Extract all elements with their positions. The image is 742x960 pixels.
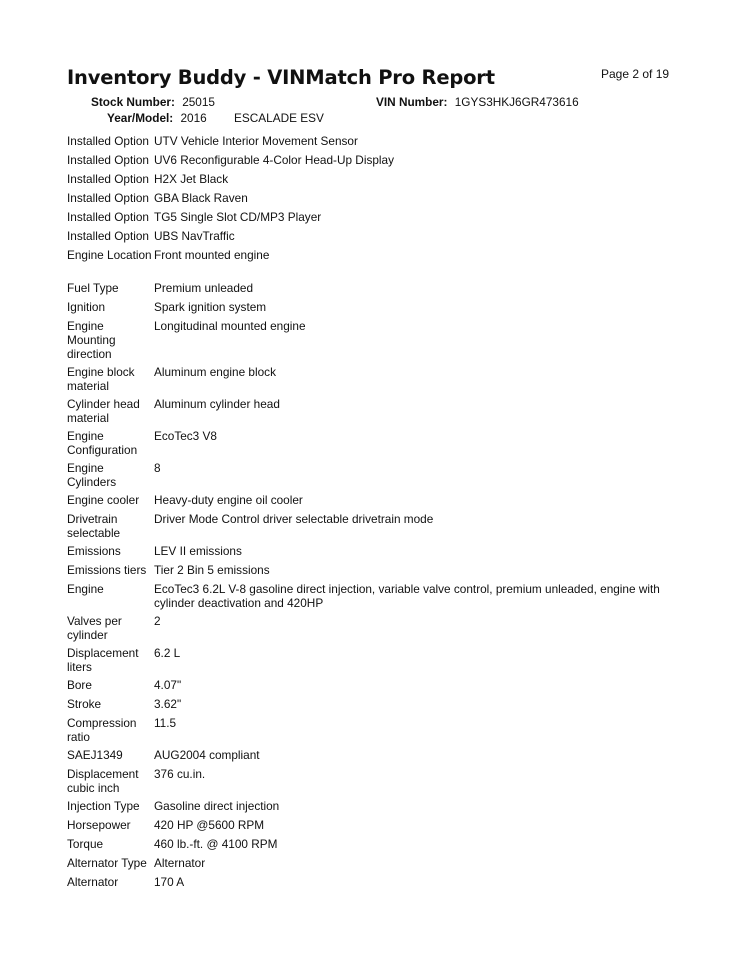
spec-label: Engine block material	[67, 365, 135, 393]
spec-value: EcoTec3 6.2L V-8 gasoline direct injection, variable valve control, premium unleaded, engine with cylinder deactivation and 420HP	[154, 582, 660, 610]
spec-value: Premium unleaded	[154, 281, 254, 295]
spec-value: EcoTec3 V8	[154, 429, 217, 443]
spec-value: LEV II emissions	[154, 544, 242, 558]
spec-value: 376 cu.in.	[154, 767, 206, 781]
spec-value: Gasoline direct injection	[154, 799, 280, 813]
spec-value: 170 A	[154, 875, 185, 889]
spec-value: TG5 Single Slot CD/MP3 Player	[154, 210, 322, 224]
spec-label: Emissions tiers	[67, 563, 147, 577]
spec-label: Displacement liters	[67, 646, 139, 674]
spec-value: GBA Black Raven	[154, 191, 248, 205]
spec-label: Engine Configuration	[67, 429, 138, 457]
spec-value: 420 HP @5600 RPM	[154, 818, 265, 832]
spec-value: Driver Mode Control driver selectable drivetrain mode	[154, 512, 434, 526]
spec-value: Heavy-duty engine oil cooler	[154, 493, 303, 507]
year-value: 2016	[180, 111, 207, 125]
stock-number-value: 25015	[182, 95, 215, 109]
spec-value: 8	[154, 461, 161, 475]
year-model-field	[107, 111, 324, 125]
report-title: Inventory Buddy - VINMatch Pro Report	[67, 66, 495, 89]
spec-label: Horsepower	[67, 818, 131, 832]
spec-label: Engine	[67, 582, 104, 596]
vin-number-field	[376, 95, 579, 109]
spec-label: Drivetrain selectable	[67, 512, 121, 540]
spec-label: Engine Location	[67, 248, 152, 262]
spec-value: 460 lb.-ft. @ 4100 RPM	[154, 837, 278, 851]
spec-value: 6.2 L	[154, 646, 181, 660]
spec-label: Injection Type	[67, 799, 140, 813]
spec-label: Displacement cubic inch	[67, 767, 139, 795]
spec-label: SAEJ1349	[67, 748, 123, 762]
spec-label: Emissions	[67, 544, 121, 558]
vin-number-label: VIN Number:	[376, 95, 448, 109]
spec-label: Cylinder head material	[67, 397, 140, 425]
spec-label: Fuel Type	[67, 281, 119, 295]
spec-value: 3.62"	[154, 697, 182, 711]
spec-value: Tier 2 Bin 5 emissions	[154, 563, 270, 577]
spec-value: Front mounted engine	[154, 248, 270, 262]
spec-label: Installed Option	[67, 172, 149, 186]
spec-label: Engine Cylinders	[67, 461, 117, 489]
spec-value: AUG2004 compliant	[154, 748, 260, 762]
spec-label: Installed Option	[67, 153, 149, 167]
stock-number-label: Stock Number:	[91, 95, 175, 109]
spec-value: UBS NavTraffic	[154, 229, 235, 243]
spec-label: Installed Option	[67, 229, 149, 243]
spec-label: Stroke	[67, 697, 102, 711]
spec-label: Compression ratio	[67, 716, 137, 744]
stock-number-field	[91, 95, 215, 109]
spec-label: Engine cooler	[67, 493, 140, 507]
spec-value: 11.5	[154, 716, 177, 730]
spec-label: Alternator Type	[67, 856, 147, 870]
spec-label: Valves per cylinder	[67, 614, 122, 642]
vin-number-value: 1GYS3HKJ6GR473616	[454, 95, 579, 109]
spec-value: Spark ignition system	[154, 300, 267, 314]
spec-label: Engine Mounting direction	[67, 319, 116, 361]
spec-label: Alternator	[67, 875, 119, 889]
spec-value: Aluminum cylinder head	[154, 397, 280, 411]
spec-label: Installed Option	[67, 210, 149, 224]
spec-value: H2X Jet Black	[154, 172, 229, 186]
spec-value: UV6 Reconfigurable 4-Color Head-Up Display	[154, 153, 394, 167]
spec-label: Installed Option	[67, 191, 149, 205]
spec-value: 4.07"	[154, 678, 182, 692]
spec-value: Longitudinal mounted engine	[154, 319, 306, 333]
spec-value: Aluminum engine block	[154, 365, 276, 379]
page-number: Page 2 of 19	[601, 67, 670, 81]
spec-label: Torque	[67, 837, 104, 851]
year-model-label: Year/Model:	[107, 111, 174, 125]
spec-label: Installed Option	[67, 134, 149, 148]
spec-value: UTV Vehicle Interior Movement Sensor	[154, 134, 358, 148]
spec-value: Alternator	[154, 856, 206, 870]
spec-value: 2	[154, 614, 161, 628]
spec-label: Bore	[67, 678, 92, 692]
model-value: ESCALADE ESV	[234, 111, 324, 125]
spec-label: Ignition	[67, 300, 106, 314]
